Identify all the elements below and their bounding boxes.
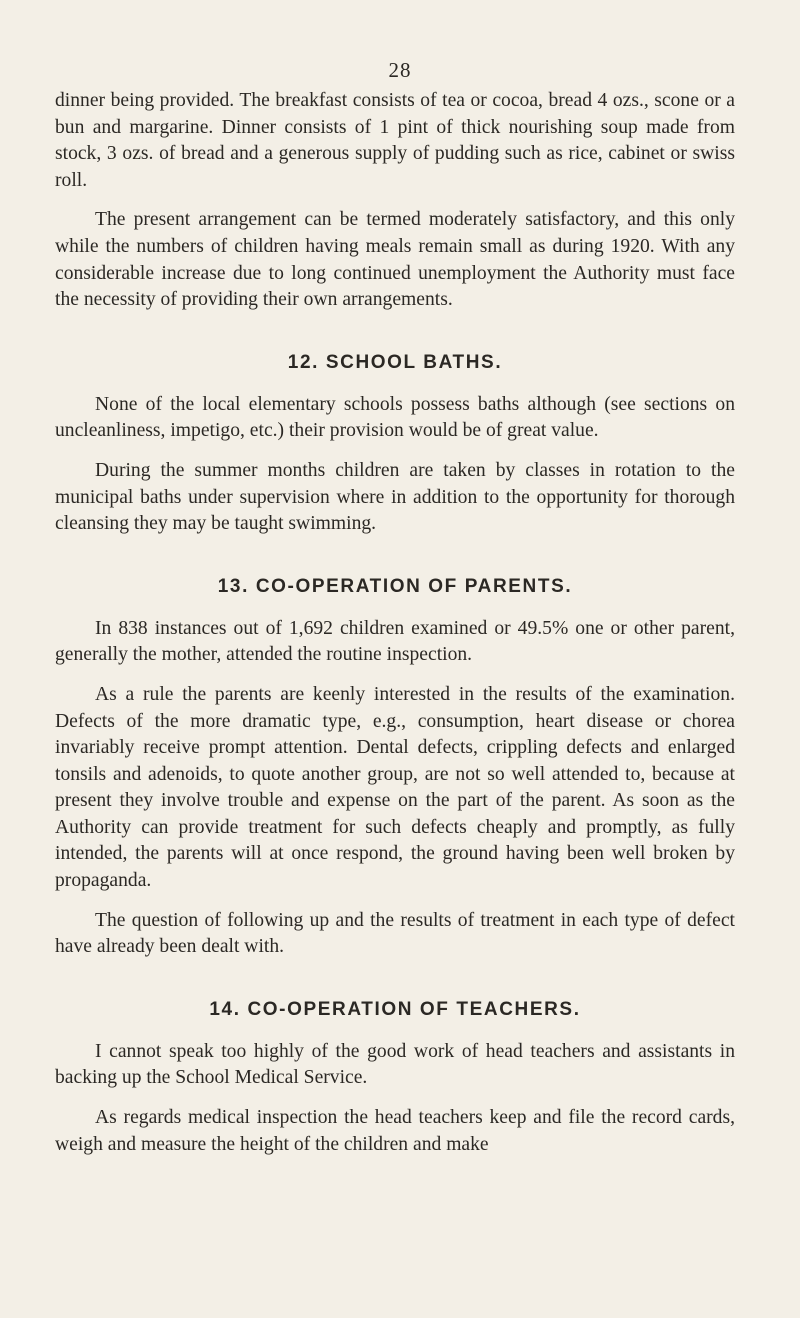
page-content: [55, 88, 735, 1158]
section-heading-school-baths: 12. SCHOOL BATHS.: [287, 351, 503, 373]
teachers-paragraph-2: As regards medical inspection the head teachers keep and file the record cards, weigh and measure the height of the children and make: [55, 1107, 735, 1155]
school-baths-paragraph-1: None of the local elementary schools possess baths although (see sections on uncleanliness, impetigo, etc.) their provision would be of great value.: [55, 393, 735, 442]
section-heading-cooperation-teachers: 14. CO-OPERATION OF TEACHERS.: [209, 998, 581, 1020]
parents-paragraph-1: In 838 instances out of 1,692 children examined or 49.5% one or other parent, generally the mother, attended the routine inspection.: [55, 617, 735, 666]
parents-paragraph-3: The question of following up and the results of treatment in each type of defect have already been dealt with.: [55, 909, 735, 958]
page-number: 28: [388, 58, 412, 82]
intro-paragraph-2: The present arrangement can be termed moderately satisfactory, and this only while the numbers of children having meals remain small as during 1920. With any considerable increase due to long continued unemployment the Authority must face the necessity of providing their own arrangements.: [55, 209, 735, 311]
teachers-paragraph-1: I cannot speak too highly of the good work of head teachers and assistants in backing up the School Medical Service.: [55, 1040, 735, 1089]
school-baths-paragraph-2: During the summer months children are taken by classes in rotation to the municipal baths under supervision where in addition to the opportunity for thorough cleansing they may be taught swimming.: [55, 459, 735, 535]
parents-paragraph-2: As a rule the parents are keenly interested in the results of the examination. Defects of the more dramatic type, e.g., consumption, heart disease or chorea invariably receive prompt attention. Dental defects, crippling defects and enlarged tonsils and adenoids, to quote another group, are not so well attended to, because at present they involve trouble and expense on the part of the parent. As soon as the Authority can provide treatment for such defects cheaply and promptly, as fully intended, the parents will at once respond, the ground having been well broken by propaganda.: [55, 683, 735, 892]
section-heading-cooperation-parents: 13. CO-OPERATION OF PARENTS.: [217, 575, 573, 597]
intro-paragraph-1: dinner being provided. The breakfast consists of tea or cocoa, bread 4 ozs., scone or a bun and margarine. Dinner consists of 1 pint of thick nourishing soup made from stock, 3 ozs. of bread and a generous supply of pudding such as rice, cabinet or swiss roll.: [55, 90, 735, 191]
